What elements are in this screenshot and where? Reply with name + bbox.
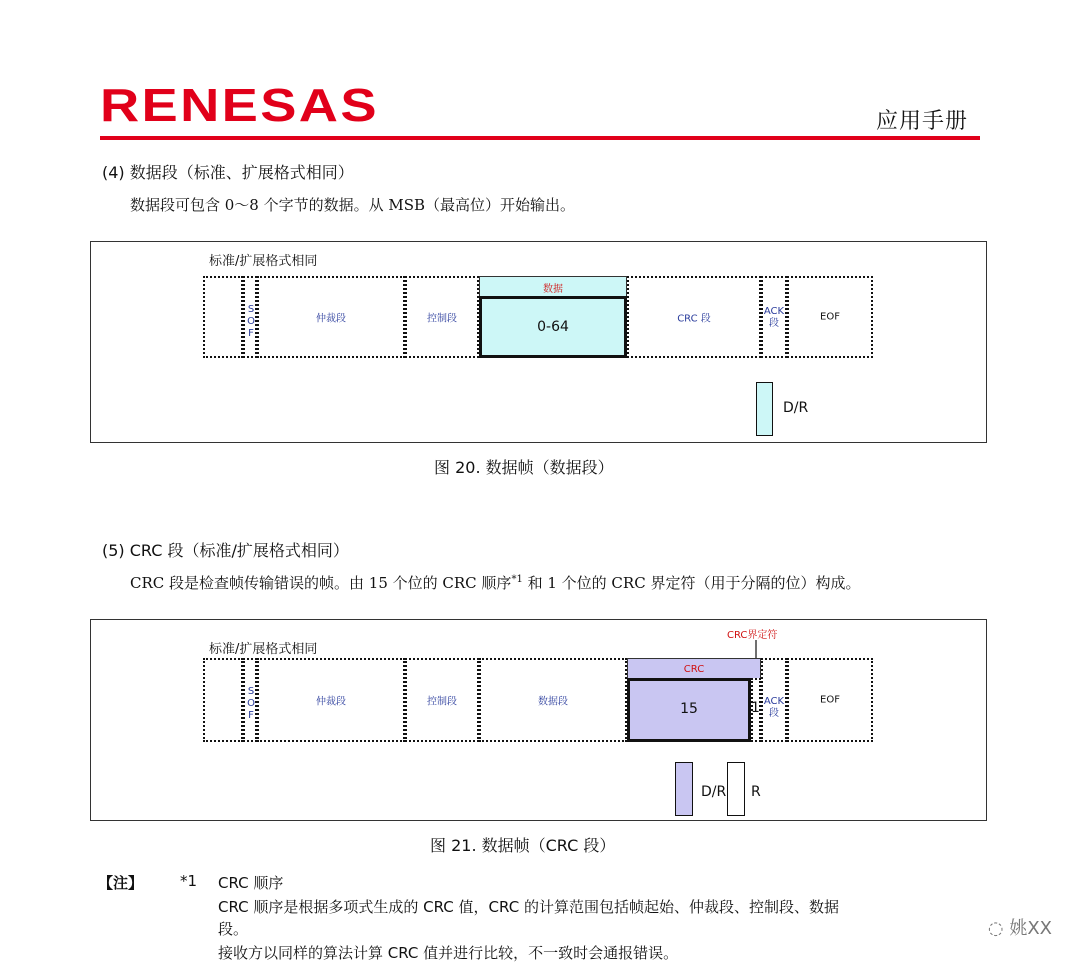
arbitration-label: 仲裁段 <box>316 313 346 325</box>
footnote-ref: *1 <box>511 574 523 585</box>
figure-21-caption: 图 21. 数据帧（CRC 段） <box>430 836 616 855</box>
control-label: 控制段 <box>427 696 457 708</box>
data-bits: 0-64 <box>537 319 569 335</box>
ack-label-top: ACK <box>763 696 785 707</box>
watermark <box>988 914 1052 940</box>
sof-letter: F <box>248 710 254 721</box>
data-segment <box>479 296 627 358</box>
control-label: 控制段 <box>427 313 457 325</box>
figure-20-box <box>90 241 987 443</box>
crc-delimiter-segment <box>751 678 761 742</box>
dr-label: D/R <box>701 784 727 800</box>
crc-title: CRC <box>683 664 705 675</box>
control-segment <box>405 276 479 358</box>
crc-label: CRC 段 <box>677 313 711 325</box>
frame-label: 标准/扩展格式相同 <box>209 254 318 269</box>
manual-title: 应用手册 <box>876 109 969 134</box>
note-line-2: 段。 <box>218 920 249 938</box>
section-5-body <box>130 572 860 593</box>
delimiter-bits: 1 <box>751 700 760 716</box>
ack-label-top: ACK <box>763 306 785 317</box>
data-segment <box>479 658 627 742</box>
ack-segment <box>761 658 787 742</box>
crc-delimiter-label: CRC界定符 <box>727 630 778 641</box>
figure-20-caption: 图 20. 数据帧（数据段） <box>434 458 614 477</box>
frame-label: 标准/扩展格式相同 <box>209 642 318 657</box>
data-title-band <box>479 276 627 298</box>
watermark-text: 姚XX <box>1009 918 1052 939</box>
dr-label: D/R <box>783 400 809 416</box>
eof-segment <box>787 276 873 358</box>
sof-letter: O <box>247 698 255 709</box>
arbitration-segment <box>257 658 405 742</box>
crc-title-band <box>627 658 761 680</box>
section-4-heading: (4) 数据段（标准、扩展格式相同） <box>102 163 354 182</box>
eof-label: EOF <box>820 694 840 706</box>
ack-segment <box>761 276 787 358</box>
sof-letter: O <box>247 316 255 327</box>
ack-label-bottom: 段 <box>769 708 779 719</box>
r-label: R <box>751 784 761 800</box>
sof-letter: S <box>247 686 255 697</box>
sof-letter: F <box>248 328 254 339</box>
sof-segment <box>243 658 257 742</box>
frame-idle-segment <box>203 276 243 358</box>
eof-segment <box>787 658 873 742</box>
note-tag: 【注】 <box>98 874 144 892</box>
sof-letter: S <box>247 304 255 315</box>
crc-bits: 15 <box>680 701 698 717</box>
eof-label: EOF <box>820 311 840 323</box>
section-5-body-part2: 和 1 个位的 CRC 界定符（用于分隔的位）构成。 <box>522 574 861 592</box>
note-line-3: 接收方以同样的算法计算 CRC 值并进行比较，不一致时会通报错误。 <box>218 944 679 962</box>
header-divider <box>100 136 980 140</box>
note-ref: *1 <box>180 872 198 890</box>
sof-segment <box>243 276 257 358</box>
control-segment <box>405 658 479 742</box>
dr-bit-box <box>675 762 693 816</box>
data-label: 数据段 <box>538 696 568 708</box>
section-5-heading: (5) CRC 段（标准/扩展格式相同） <box>102 541 349 560</box>
crc-segment <box>627 276 761 358</box>
frame-idle-segment <box>203 658 243 742</box>
section-5-body-part1: CRC 段是检查帧传输错误的帧。由 15 个位的 CRC 顺序 <box>130 574 512 592</box>
crc-sequence-segment <box>627 678 751 742</box>
chat-bubble-icon: ◌ <box>987 918 1004 939</box>
arbitration-label: 仲裁段 <box>316 696 346 708</box>
dr-bit-box <box>756 382 773 436</box>
recessive-bit-box <box>727 762 745 816</box>
figure-21-box <box>90 619 987 821</box>
arbitration-segment <box>257 276 405 358</box>
note-line-1: CRC 顺序是根据多项式生成的 CRC 值，CRC 的计算范围包括帧起始、仲裁段、控制段、数据 <box>218 898 839 916</box>
data-title: 数据 <box>543 284 563 295</box>
note-title: CRC 顺序 <box>218 874 284 892</box>
renesas-logo: RENESAS <box>100 79 379 131</box>
ack-label-bottom: 段 <box>769 318 779 329</box>
section-4-body: 数据段可包含 0～8 个字节的数据。从 MSB（最高位）开始输出。 <box>130 196 576 214</box>
